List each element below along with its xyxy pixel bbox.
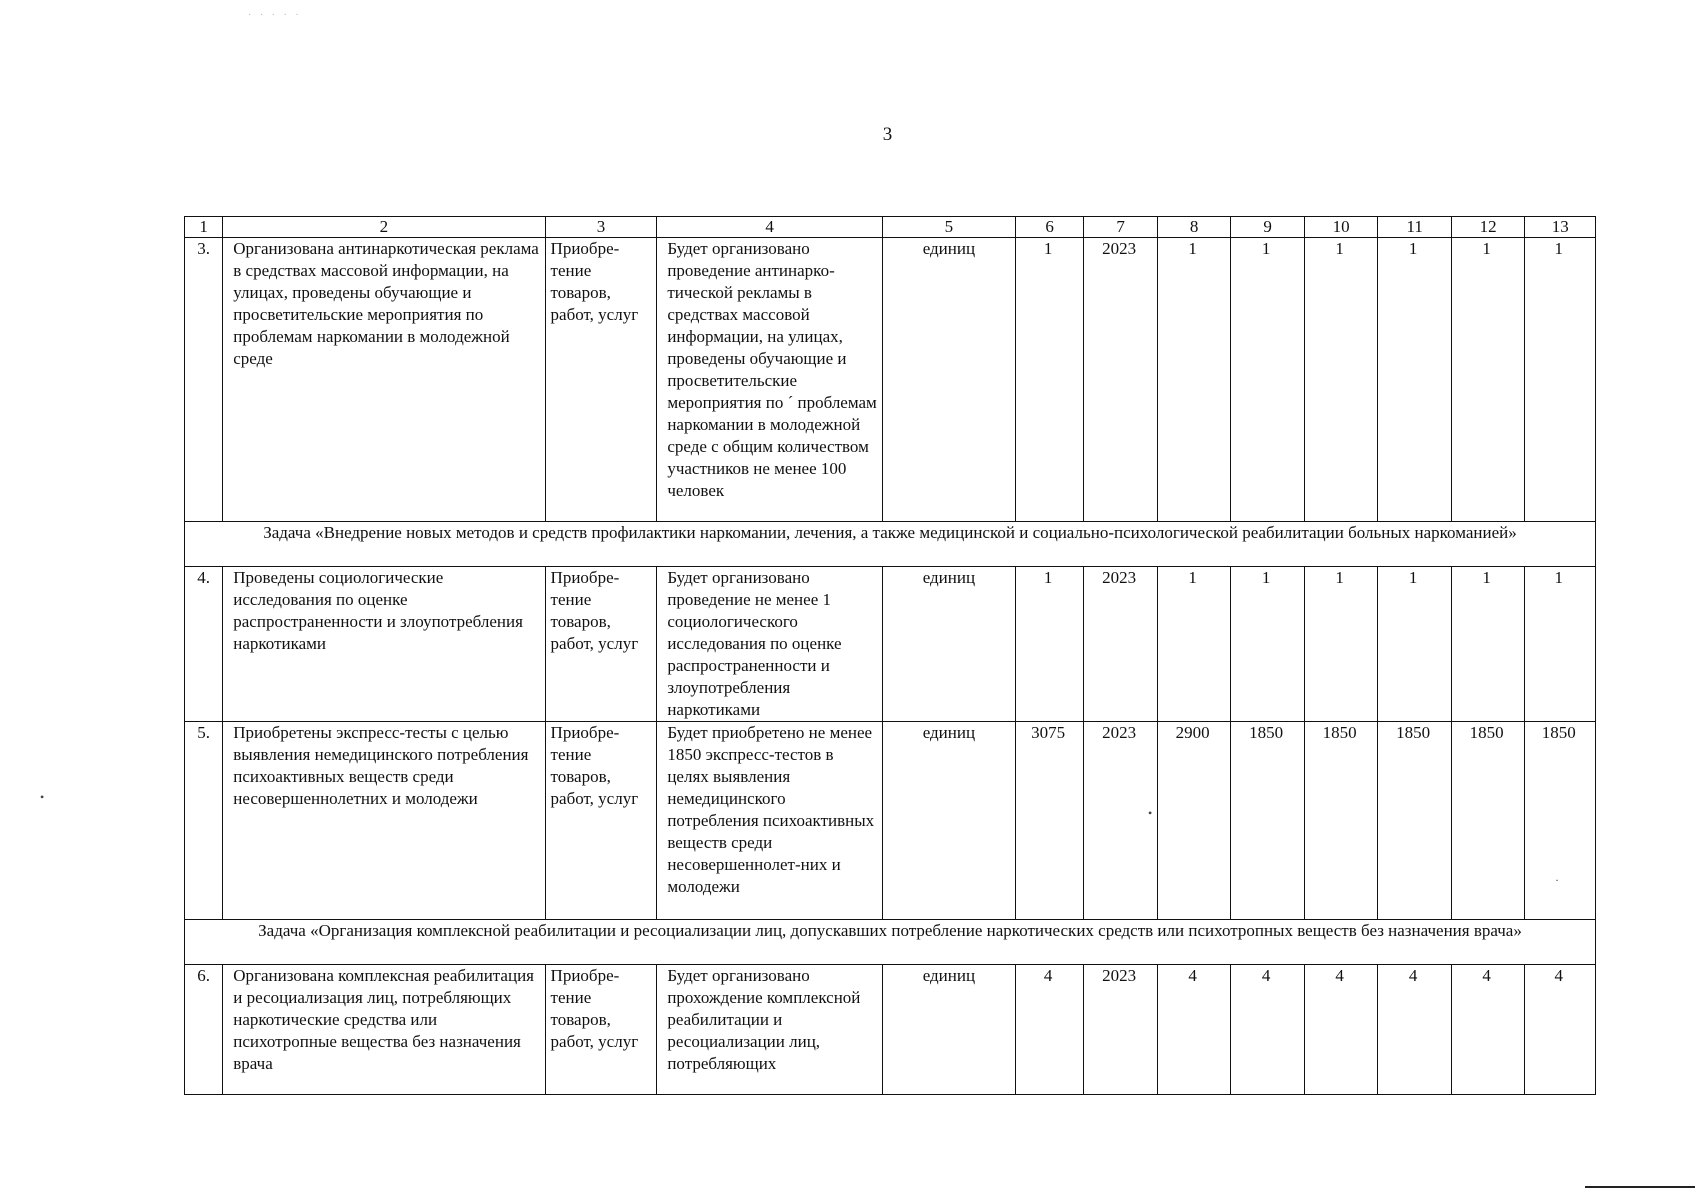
unit-cell: единиц [882,238,1015,522]
row-number: 6. [185,965,223,1095]
value-cell: 4 [1231,965,1305,1095]
value-cell: 1 [1304,238,1378,522]
header-cell: 1 [185,217,223,238]
header-cell: 7 [1084,217,1158,238]
value-cell: 1 [1451,567,1525,722]
description-cell: Будет организовано проведение антинарко-тической рекламы в средствах массовой информации, на улицах, проведены обучающие и просветительские мероприятия по ´ проблемам наркомании в молодежной среде с общим количеством участников не менее 100 человек [657,238,883,522]
value-cell: 1850 [1525,722,1596,920]
task-heading: Задача «Организация комплексной реабилитации и ресоциализации лиц, допускавших потребление наркотических средств или психотропных веществ без назначения врача» [185,920,1596,965]
value-cell: 1 [1451,238,1525,522]
value-cell: 2900 [1157,722,1231,920]
value-cell: 4 [1525,965,1596,1095]
table-row [185,238,1596,522]
method-cell: Приобре-тение товаров, работ, услуг [545,567,657,722]
header-cell: 8 [1157,217,1231,238]
value-cell: 1 [1015,567,1083,722]
indicators-table [184,216,1596,1095]
value-cell: 1850 [1304,722,1378,920]
scan-edge-line [1585,1186,1695,1188]
result-cell: Проведены социологические исследования по оценке распространенности и злоупотребления наркотиками [223,567,545,722]
description-cell: Будет организовано проведение не менее 1 социологического исследования по оценке распространенности и злоупотребления наркотиками [657,567,883,722]
value-cell: 1 [1231,567,1305,722]
value-cell: 2023 [1084,722,1158,920]
value-cell: 1 [1157,238,1231,522]
result-cell: Организована антинаркотическая реклама в средствах массовой информации, на улицах, проведены обучающие и просветительские мероприятия по проблемам наркомании в молодежной среде [223,238,545,522]
unit-cell: единиц [882,722,1015,920]
result-cell: Организована комплексная реабилитация и ресоциализация лиц, потребляющих наркотические средства или психотропные вещества без назначения врача [223,965,545,1095]
value-cell: 4 [1157,965,1231,1095]
description-cell: Будет приобретено не менее 1850 экспресс-тестов в целях выявления немедицинского потребления психоактивных веществ среди несовершеннолет-них и молодежи [657,722,883,920]
value-cell: 1 [1157,567,1231,722]
value-cell: 1 [1525,238,1596,522]
header-cell: 3 [545,217,657,238]
row-number: 5. [185,722,223,920]
result-cell: Приобретены экспресс-тесты с целью выявления немедицинского потребления психоактивных веществ среди несовершеннолетних и молодежи [223,722,545,920]
value-cell: 1 [1231,238,1305,522]
header-cell: 4 [657,217,883,238]
header-row [185,217,1596,238]
value-cell: 1850 [1231,722,1305,920]
value-cell: 1 [1525,567,1596,722]
header-cell: 6 [1015,217,1083,238]
task-row [185,522,1596,567]
value-cell: 1 [1304,567,1378,722]
header-cell: 2 [223,217,545,238]
page-number: 3 [882,124,893,145]
task-heading: Задача «Внедрение новых методов и средств профилактики наркомании, лечения, а также медицинской и социально-психологической реабилитации больных наркоманией» [185,522,1596,567]
value-cell: 4 [1451,965,1525,1095]
header-cell: 5 [882,217,1015,238]
scan-speck: · [1555,873,1559,887]
scan-artifact-dots: · · · · · [248,10,302,21]
value-cell: 2023 [1084,567,1158,722]
value-cell: 1850 [1451,722,1525,920]
value-cell: 4 [1378,965,1452,1095]
header-cell: 12 [1451,217,1525,238]
header-cell: 13 [1525,217,1596,238]
value-cell: 2023 [1084,965,1158,1095]
description-cell: Будет организовано прохождение комплексной реабилитации и ресоциализации лиц, потребляющих [657,965,883,1095]
value-cell: 4 [1304,965,1378,1095]
header-cell: 11 [1378,217,1452,238]
value-cell: 3075 [1015,722,1083,920]
unit-cell: единиц [882,965,1015,1095]
value-cell: 1 [1378,567,1452,722]
method-cell: Приобре-тение товаров, работ, услуг [545,238,657,522]
header-cell: 9 [1231,217,1305,238]
scan-speck: • [40,790,45,804]
table-row [185,722,1596,920]
task-row [185,920,1596,965]
value-cell: 1 [1015,238,1083,522]
row-number: 3. [185,238,223,522]
unit-cell: единиц [882,567,1015,722]
row-number: 4. [185,567,223,722]
value-cell: 1850 [1378,722,1452,920]
value-cell: 2023 [1084,238,1158,522]
header-cell: 10 [1304,217,1378,238]
scan-speck: • [1148,806,1153,820]
value-cell: 1 [1378,238,1452,522]
method-cell: Приобре-тение товаров, работ, услуг [545,965,657,1095]
table-row [185,965,1596,1095]
table-row [185,567,1596,722]
method-cell: Приобре-тение товаров, работ, услуг [545,722,657,920]
value-cell: 4 [1015,965,1083,1095]
